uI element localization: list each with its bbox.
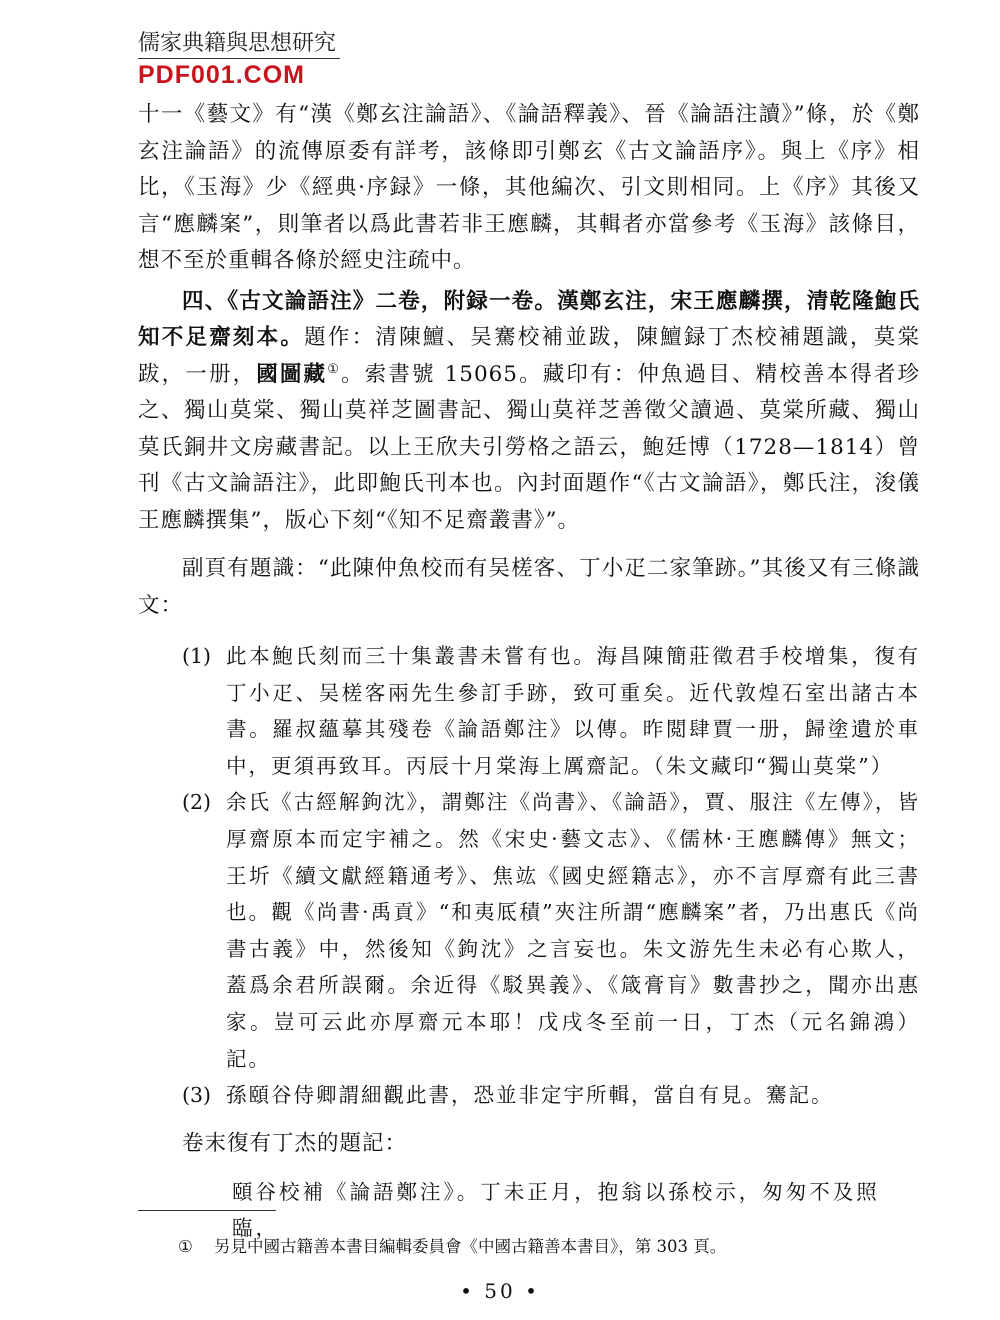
note-number: (1) bbox=[182, 644, 212, 668]
notes-list bbox=[138, 638, 920, 1114]
page-number: • 50 • bbox=[460, 1279, 540, 1303]
footnote-divider bbox=[138, 1210, 276, 1211]
note-number: (3) bbox=[182, 1083, 212, 1108]
note-item bbox=[138, 784, 920, 1077]
note-number: (2) bbox=[182, 790, 212, 815]
footnote-mark: ① bbox=[178, 1237, 193, 1256]
footnote-text: 另見中國古籍善本書目編輯委員會《中國古籍善本書目》，第 303 頁。 bbox=[214, 1237, 727, 1256]
paragraph-juanmo: 卷末復有丁杰的題記： bbox=[182, 1130, 408, 1156]
paragraph-fuye: 副頁有題識：“此陳仲魚校而有吴槎客、丁小疋二家筆跡。”其後又有三條識文： bbox=[138, 556, 920, 618]
section-text-b: 。索書號 15065。藏印有：仲魚過目、精校善本得者珍之、獨山莫棠、獨山莫祥芝圖書記、獨山莫祥芝善徵父讀過、莫棠所藏、獨山莫氏銅井文房藏書記。以上王欣夫引勞格之語云，鮑廷博（1728—1814）曾刊《古文論語注》，此即鮑氏刊本也。內封面題作“《古文論語》，鄭氏注，浚儀王應麟撰集”，版心下刻“《知不足齋叢書》”。 bbox=[138, 361, 920, 533]
paragraph-yiwen: 十一《藝文》有“漢《鄭玄注論語》、《論語釋義》、晉《論語注讀》”條，於《鄭玄注論語》的流傳原委有詳考，該條即引鄭玄《古文論語序》。與上《序》相比，《玉海》少《經典·序録》一條，其他編次、引文則相同。上《序》其後又言“應麟案”，則筆者以爲此書若非王應麟，其輯者亦當參考《玉海》該條目，想不至於重輯各條於經史注疏中。 bbox=[138, 102, 920, 273]
note-text: 孫頤谷侍卿謂細觀此書，恐並非定宇所輯，當自有見。騫記。 bbox=[226, 1083, 834, 1108]
section-four bbox=[138, 284, 920, 540]
running-header bbox=[138, 30, 340, 90]
footnote bbox=[178, 1236, 726, 1258]
note-text: 此本鮑氏刻而三十集叢書未嘗有也。海昌陳簡莊徵君手校增集，復有丁小疋、吴槎客兩先生參訂手跡，致可重矣。近代敦煌石室出諸古本書。羅叔蘊摹其殘卷《論語鄭注》以傳。昨閲肆賈一册，歸塗遺於車中，更須再致耳。丙辰十月棠海上厲齋記。（朱文藏印“獨山莫棠”） bbox=[226, 644, 920, 778]
note-item bbox=[138, 1077, 920, 1114]
note-item bbox=[138, 638, 920, 784]
block-quote: 頤谷校補《論語鄭注》。丁未正月，抱翁以孫校示，匆匆不及照臨， bbox=[232, 1180, 880, 1241]
watermark-logo: PDF001.COM bbox=[138, 61, 305, 89]
holder-name: 國圖藏 bbox=[256, 361, 328, 387]
main-text bbox=[138, 97, 920, 1246]
footnote-ref[interactable]: ① bbox=[327, 361, 342, 377]
note-text: 余氏《古經解鉤沈》，謂鄭注《尚書》、《論語》，賈、服注《左傳》，皆厚齋原本而定宇補之。然《宋史·藝文志》、《儒林·王應麟傳》無文；王圻《續文獻經籍通考》、焦竑《國史經籍志》，亦不言厚齋有此三書也。觀《尚書·禹貢》“和夷厎積”夾注所謂“應麟案”者，乃出惠氏《尚書古義》中，然後知《鉤沈》之言妄也。朱文游先生未必有心欺人，蓋爲余君所誤爾。余近得《駁異義》、《箴膏肓》數書抄之，聞亦出惠家。豈可云此亦厚齋元本耶！戊戌冬至前一日，丁杰（元名錦鴻）記。 bbox=[226, 790, 920, 1071]
section-heading: 四、《古文論語注》二卷，附録一卷。漢鄭玄注，宋王應麟撰，清乾隆鮑氏知不足齋刻本。 bbox=[138, 288, 920, 350]
book-title: 儒家典籍與思想研究 bbox=[138, 30, 340, 59]
section-text-a: 題作：清陳鱣、吴騫校補並跋，陳鱣録丁杰校補題識，莫棠跋，一册， bbox=[138, 325, 920, 387]
